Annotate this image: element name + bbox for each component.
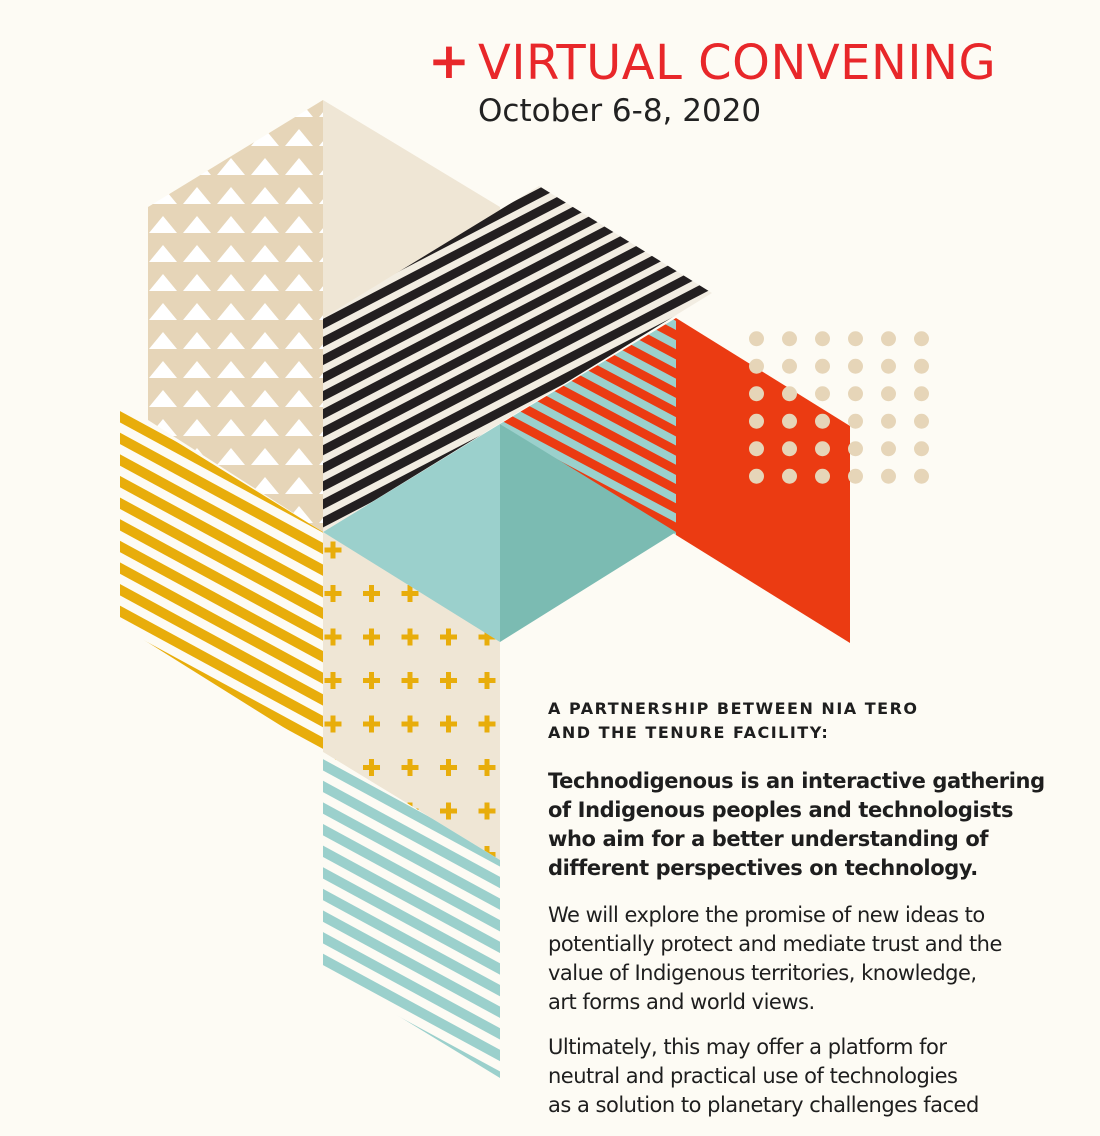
body-line: Ultimately, this may offer a platform for: [548, 1035, 947, 1059]
body-line: value of Indigenous territories, knowledge,: [548, 961, 977, 985]
event-date: October 6-8, 2020: [478, 93, 762, 129]
explore-paragraph: [548, 901, 1088, 1017]
kicker-line: AND THE TENURE FACILITY:: [548, 723, 830, 742]
platform-paragraph: [548, 1033, 1088, 1120]
partnership-kicker: [548, 697, 1088, 745]
body-line: as a solution to planetary challenges faced: [548, 1093, 979, 1117]
lead-line: who aim for a better understanding of: [548, 827, 989, 851]
body-line: potentially protect and mediate trust and the: [548, 932, 1002, 956]
lead-line: different perspectives on technology.: [548, 856, 978, 880]
dot-grid: [740, 325, 938, 490]
body-line: neutral and practical use of technologies: [548, 1064, 958, 1088]
description-block: [548, 697, 1088, 1136]
event-title: VIRTUAL CONVENING: [478, 35, 997, 91]
kicker-line: A PARTNERSHIP BETWEEN NIA TERO: [548, 699, 919, 718]
header-plus-icon: +: [428, 32, 470, 90]
body-line: art forms and world views.: [548, 990, 815, 1014]
lead-line: of Indigenous peoples and technologists: [548, 798, 1014, 822]
body-line: We will explore the promise of new ideas to: [548, 903, 985, 927]
lead-paragraph: [548, 767, 1088, 883]
lead-line: Technodigenous is an interactive gathering: [548, 769, 1045, 793]
